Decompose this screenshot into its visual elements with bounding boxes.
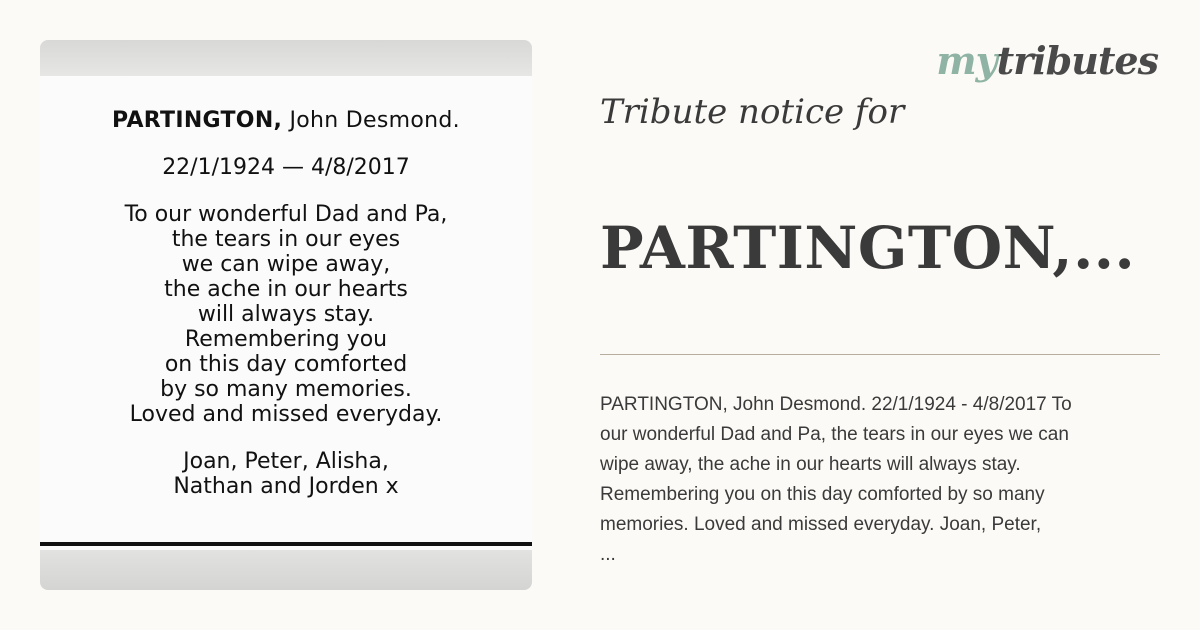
notice-heading — [40, 108, 532, 133]
verse-line: Loved and missed everyday. — [129, 402, 443, 427]
notice-signoff — [40, 449, 532, 499]
excerpt-line: PARTINGTON, John Desmond. 22/1/1924 - 4/8/2017 To — [600, 394, 1072, 415]
brand-logo[interactable] — [936, 38, 1158, 83]
verse-line: the tears in our eyes — [171, 227, 401, 252]
excerpt-line: ... — [600, 544, 616, 565]
signoff-line: Joan, Peter, Alisha, — [183, 449, 389, 474]
notice-given-name: John Desmond. — [289, 108, 460, 133]
divider — [600, 354, 1160, 355]
verse-line: Remembering you — [184, 327, 388, 352]
verse-line: we can wipe away, — [181, 252, 391, 277]
notice-dates: 22/1/1924 — 4/8/2017 — [162, 155, 410, 180]
notice-text — [40, 108, 532, 499]
notice-verse — [40, 202, 532, 427]
verse-line: the ache in our hearts — [164, 277, 408, 302]
excerpt-line: our wonderful Dad and Pa, the tears in our eyes we can — [600, 424, 1069, 445]
notice-excerpt — [600, 390, 1160, 570]
notice-rule — [40, 542, 532, 546]
brand-logo-part1: my — [936, 38, 997, 83]
verse-line: To our wonderful Dad and Pa, — [124, 202, 448, 227]
notice-surname: PARTINGTON, — [112, 108, 283, 133]
verse-line: on this day comforted — [164, 352, 408, 377]
verse-line: will always stay. — [197, 302, 375, 327]
notice-image — [40, 40, 532, 590]
page-title: PARTINGTON,... — [600, 214, 1136, 282]
excerpt-line: Remembering you on this day comforted by so many — [600, 484, 1045, 505]
excerpt-line: memories. Loved and missed everyday. Joan, Peter, — [600, 514, 1042, 535]
brand-logo-part2: tributes — [996, 38, 1158, 83]
page-subtitle: Tribute notice for — [600, 92, 905, 132]
excerpt-line: wipe away, the ache in our hearts will always stay. — [600, 454, 1021, 475]
signoff-line: Nathan and Jorden x — [173, 474, 399, 499]
verse-line: by so many memories. — [160, 377, 412, 402]
